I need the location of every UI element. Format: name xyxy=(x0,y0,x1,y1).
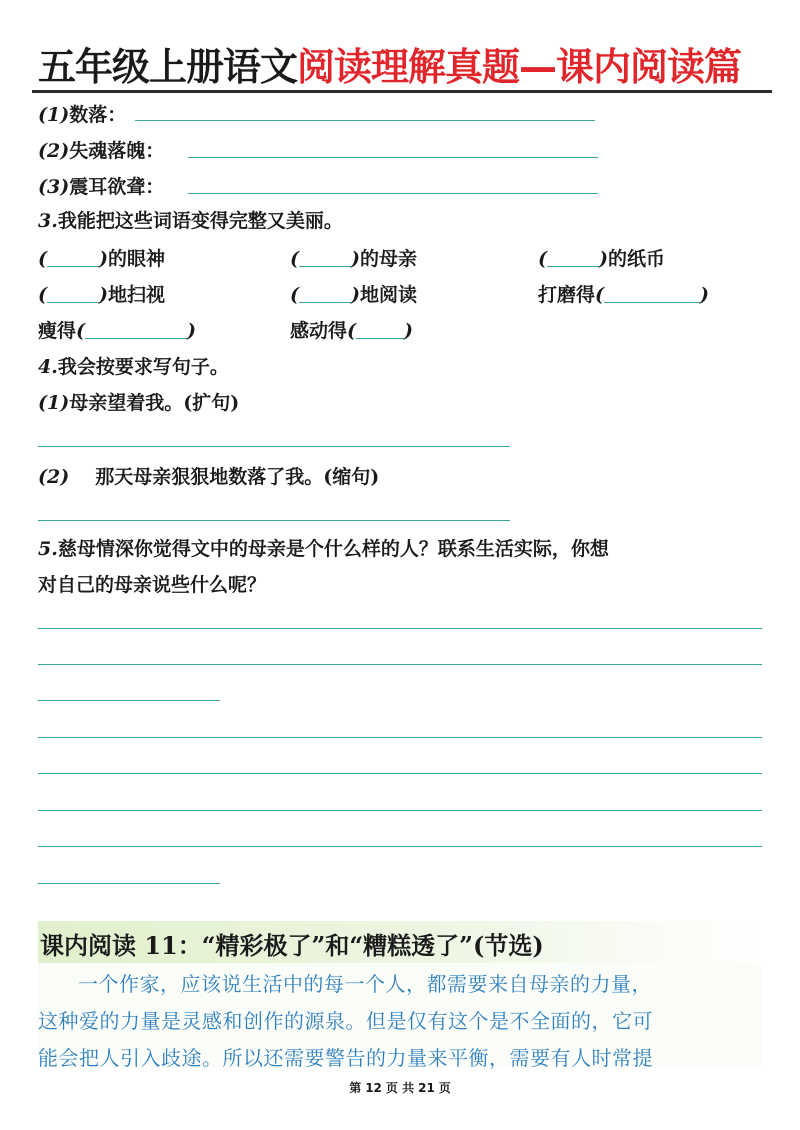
fill-item-7: 瘦得( ) xyxy=(38,320,197,342)
fill-blank[interactable] xyxy=(299,248,351,267)
vocab-item-1: (1)数落： xyxy=(38,104,127,126)
page-title xyxy=(38,36,741,91)
title-underline xyxy=(32,90,772,93)
answer-line-5-8[interactable] xyxy=(38,883,220,884)
total-pages: 21 xyxy=(418,1081,435,1095)
fill-blank[interactable] xyxy=(299,284,351,303)
passage-line-3: 能会把人引入歧途。所以还需要警告的力量来平衡，需要有人时常提 xyxy=(38,1046,653,1070)
vocab-answer-line-3[interactable] xyxy=(188,193,598,194)
question-4-part-1: (1)母亲望着我。(扩句) xyxy=(38,392,240,414)
vocab-item-3: (3)震耳欲聋： xyxy=(38,176,165,198)
passage-line-1: 一个作家，应该说生活中的每一个人，都需要来自母亲的力量， xyxy=(78,972,652,996)
fill-blank[interactable] xyxy=(604,284,700,303)
question-5: 5.慈母情深你觉得文中的母亲是个什么样的人？联系生活实际，你想 xyxy=(38,538,609,560)
question-4-part-2: (2) 那天母亲狠狠地数落了我。(缩句) xyxy=(38,466,380,488)
question-3: 3.我能把这些词语变得完整又美丽。 xyxy=(38,210,343,232)
fill-item-3: ( )的纸币 xyxy=(538,248,666,270)
answer-line-5-7[interactable] xyxy=(38,846,762,847)
current-page: 12 xyxy=(365,1081,382,1095)
question-4: 4.我会按要求写句子。 xyxy=(38,356,229,378)
answer-line-4-1[interactable] xyxy=(38,446,510,447)
fill-blank[interactable] xyxy=(47,284,99,303)
fill-item-6: 打磨得( ) xyxy=(538,284,710,306)
section-title: 课内阅读 11：“精彩极了”和“糟糕透了”(节选) xyxy=(40,931,544,960)
vocab-item-2: (2)失魂落魄： xyxy=(38,140,165,162)
answer-line-5-2[interactable] xyxy=(38,664,762,665)
answer-line-5-6[interactable] xyxy=(38,810,762,811)
fill-item-4: ( )地扫视 xyxy=(38,284,166,306)
question-5-continued: 对自己的母亲说些什么呢？ xyxy=(38,574,267,596)
fill-item-5: ( )地阅读 xyxy=(290,284,418,306)
page-footer: 第 12 页 共 21 页 xyxy=(349,1081,451,1095)
answer-line-5-5[interactable] xyxy=(38,773,762,774)
passage-line-2: 这种爱的力量是灵感和创作的源泉。但是仅有这个是不全面的，它可 xyxy=(38,1009,653,1033)
title-red: 阅读理解真题—课内阅读篇 xyxy=(297,45,742,89)
fill-item-1: ( )的眼神 xyxy=(38,248,166,270)
fill-item-8: 感动得( ) xyxy=(290,320,414,342)
fill-blank[interactable] xyxy=(547,248,599,267)
answer-line-5-3[interactable] xyxy=(38,700,220,701)
vocab-answer-line-2[interactable] xyxy=(188,157,598,158)
fill-blank[interactable] xyxy=(356,320,404,339)
vocab-answer-line-1[interactable] xyxy=(135,120,595,121)
fill-blank[interactable] xyxy=(85,320,187,339)
answer-line-5-4[interactable] xyxy=(38,737,762,738)
fill-blank[interactable] xyxy=(47,248,99,267)
fill-item-2: ( )的母亲 xyxy=(290,248,418,270)
answer-line-4-2[interactable] xyxy=(38,520,510,521)
title-black: 五年级上册语文 xyxy=(38,45,298,89)
answer-line-5-1[interactable] xyxy=(38,628,762,629)
